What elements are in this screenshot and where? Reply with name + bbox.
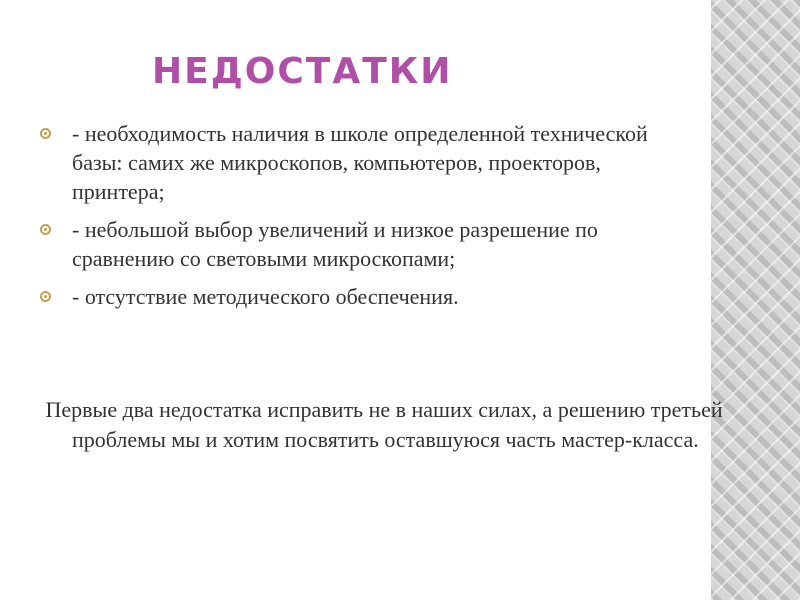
- bullet-text: - небольшой выбор увеличений и низкое разрешение по сравнению со световыми микроскопами;: [72, 217, 598, 271]
- ring-bullet-icon: [40, 224, 51, 235]
- bullet-text: - необходимость наличия в школе определенной технической базы: самих же микроскопов, компьютеров, проекторов, принтера;: [72, 121, 648, 204]
- bullet-list: [40, 119, 680, 320]
- decorative-side-panel: [711, 0, 800, 600]
- ring-bullet-icon: [40, 291, 51, 302]
- ring-bullet-icon: [40, 128, 51, 139]
- bullet-item: [40, 282, 680, 311]
- bullet-item: [40, 215, 680, 273]
- conclusion-paragraph: Первые два недостатка исправить не в наших силах, а решению третьей проблемы мы и хотим посвятить оставшуюся часть мастер-класса.: [40, 397, 723, 452]
- bullet-item: [40, 119, 680, 206]
- bullet-text: - отсутствие методического обеспечения.: [72, 284, 459, 309]
- slide-title: НЕДОСТАТКИ: [152, 51, 453, 92]
